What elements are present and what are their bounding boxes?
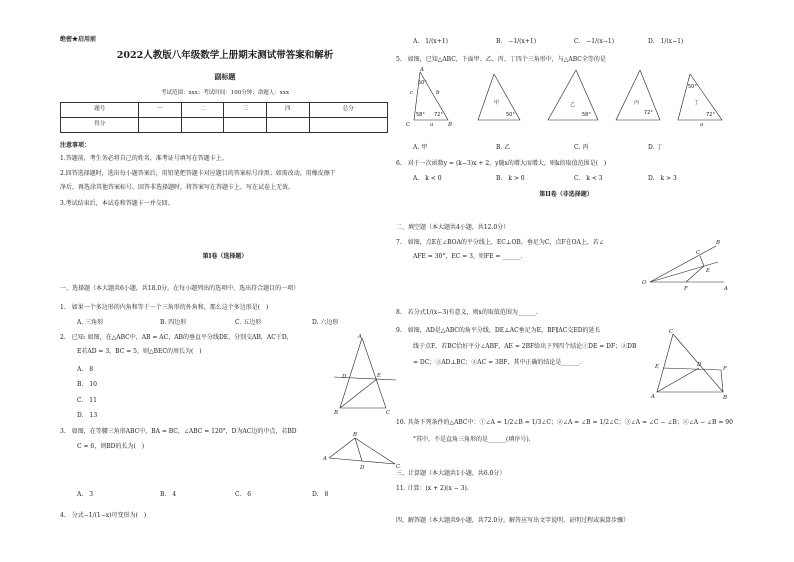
option-a: A. 8 — [77, 366, 94, 373]
fig-label: a — [430, 122, 434, 128]
note-item: 3.考试结束后，本试卷和答题卡一并交回。 — [60, 200, 174, 207]
angle-label: 50° — [418, 80, 427, 86]
option-c: C. −1/(x−1) — [574, 38, 615, 45]
fig-label: A — [420, 67, 424, 73]
option-c: C. 丙 — [574, 144, 589, 151]
option-b: B. 乙 — [496, 144, 511, 151]
note-item: 1.答题前，考生务必将自己的姓名、准考证号填写在答题卡上。 — [60, 155, 228, 162]
question-7-line2: AFE = 30°，EC = 3，则FE = ______. — [413, 253, 523, 260]
angle-label: 58° — [416, 112, 425, 118]
fig-label: 乙 — [570, 102, 576, 108]
fig-label: E — [377, 373, 382, 379]
angle-label: 72° — [644, 110, 653, 116]
fig-label: a — [700, 122, 704, 128]
option-d: D. 13 — [77, 412, 98, 419]
fig-label: B — [716, 240, 721, 246]
fig-label: c — [410, 90, 414, 96]
secret-label: 绝密★启用前 — [60, 36, 97, 43]
question-11: 11. 计算：(x + 2)(x − 3). — [396, 485, 469, 492]
fig-label: B — [723, 395, 728, 401]
fig-label: B — [448, 122, 453, 128]
question-5: 5. 如图，已知△ABC，下面甲、乙、丙、丁四个三角形中，与△ABC全等的是 — [396, 56, 606, 63]
q5-figure — [408, 64, 728, 128]
fig-label: D — [697, 362, 702, 368]
question-6: 6. 对于一次函数y = (k−3)x + 2，y随x的增大而增大，则k的取值范围是( ) — [396, 160, 607, 167]
note-item: 2.回答选择题时，选出每小题答案后，用铅笔把答题卡对应题目的答案标号涂黑；如需改动，用橡皮擦干 — [60, 170, 336, 177]
score-cell — [224, 118, 267, 133]
fig-label: C — [406, 122, 411, 128]
fig-label: A — [651, 394, 655, 400]
segment-bd — [355, 438, 362, 461]
table-header-cell: 三 — [224, 103, 267, 118]
fig-label: C — [669, 329, 674, 335]
fig-label: A — [323, 456, 327, 462]
option-b: B. 10 — [77, 381, 97, 388]
angle-label: 72° — [434, 112, 443, 118]
notes-heading: 注意事项： — [60, 142, 91, 149]
table-header-cell: 总分 — [309, 103, 387, 118]
angle-label: 50° — [506, 112, 515, 118]
option-a: A. 甲 — [413, 144, 428, 151]
exam-subtitle: 副标题 — [214, 72, 236, 81]
option-c: C. 11 — [77, 397, 97, 404]
table-header-cell: 四 — [267, 103, 310, 118]
segment-fe — [686, 266, 704, 282]
question-1: 1. 如果一个多边形的内角和等于一个三角形的外角和，那么这个多边形是( ) — [60, 304, 269, 311]
segment-ec — [700, 256, 704, 266]
option-c: C. 五边形 — [235, 319, 262, 326]
option-a: A. 1/(x+1) — [413, 38, 448, 45]
option-d: D. k > 3 — [648, 175, 677, 182]
fig-label: F — [723, 366, 727, 372]
fig-label: 甲 — [494, 100, 500, 106]
option-c: C. k < 3 — [574, 175, 603, 182]
table-header-cell: 一 — [139, 103, 182, 118]
segment-bf — [721, 370, 723, 392]
question-9: 9. 如图，AD是△ABC的角平分线，DE⊥AC垂足为E，BF∥AC交ED的延长 — [396, 327, 601, 334]
question-3: 3. 如图，在等腰三角形ABC中，BA = BC，∠ABC = 120°，D为AC边的中点，若BD — [60, 428, 297, 435]
question-10-line2: °其中，不是直角三角形的是______(填序号). — [413, 436, 531, 443]
option-a: A. 3 — [77, 491, 94, 498]
fig-label: C — [396, 464, 401, 470]
fig-label: D — [342, 374, 347, 380]
option-b: B. −1/(x+1) — [496, 38, 537, 45]
triangle-bing — [616, 70, 660, 120]
fig-label: E — [655, 364, 660, 370]
angle-label: 50° — [688, 84, 697, 90]
score-table-row — [61, 118, 388, 133]
angle-label: 58° — [582, 112, 591, 118]
score-table — [60, 102, 388, 133]
fig-label: E — [706, 268, 711, 274]
table-row-label: 得分 — [61, 118, 139, 133]
angle-label: 72° — [706, 112, 715, 118]
part2-title: 第II卷（非选择题） — [539, 191, 593, 198]
question-9-line2: 线于点F，若BC恰好平分∠ABF，AE = 2BF给出下列四个结论①DE = DF；②DB — [413, 343, 637, 350]
option-c: C. 6 — [235, 491, 252, 498]
q9-figure — [651, 330, 731, 402]
segment-be — [340, 379, 377, 408]
section-3-heading: 三、计算题（本大题共1小题，共6.0分） — [396, 470, 506, 477]
note-item: 净后，再选涂其他答案标号。回答非选择题时，将答案写在答题卡上，写在试卷上无效。 — [60, 184, 295, 191]
fig-label: A — [358, 334, 362, 340]
score-cell — [267, 118, 310, 133]
question-8: 8. 若分式1/(x−3)有意义，则x的取值范围为______. — [396, 309, 538, 316]
fig-label: B — [334, 410, 339, 416]
question-4: 4. 分式−1/(1−x)可变形为( ) — [60, 512, 147, 519]
option-b: B. 四边形 — [160, 319, 187, 326]
q2-figure — [330, 334, 400, 414]
fig-label: D — [360, 465, 365, 471]
option-a: A. 三角形 — [77, 319, 104, 326]
score-table-header-row — [61, 103, 388, 118]
fig-label: O — [642, 280, 647, 286]
fig-label: F — [684, 286, 688, 292]
part1-title: 第I卷（选择题） — [202, 253, 248, 260]
section-2-heading: 二、填空题（本大题共4小题，共12.0分） — [396, 224, 510, 231]
table-header-cell: 二 — [181, 103, 224, 118]
fig-label: C — [386, 410, 391, 416]
section-1-heading: 一、选择题（本大题共6小题，共18.0分。在每小题列出的选项中，选出符合题目的一项） — [60, 285, 300, 292]
triangle-ding — [678, 74, 722, 120]
option-d: D. 8 — [312, 491, 329, 498]
fig-label: 丙 — [634, 100, 640, 106]
score-cell — [181, 118, 224, 133]
score-cell — [309, 118, 387, 133]
question-10: 10. 具备下列条件的△ABC中：①∠A = 1/2∠B = 1/3∠C；②∠A = ∠B = 1/2∠C；③∠A = ∠C − ∠B；④∠A − ∠B = 90 — [396, 419, 733, 426]
question-2: 2. 已知: 如图，在△ABC中，AB = AC，AB的垂直平分线DE，分别交AB，AC于D， — [60, 334, 293, 341]
fig-label: C — [696, 250, 701, 256]
option-d: D. 丁 — [648, 144, 663, 151]
option-b: B. k > 0 — [496, 175, 525, 182]
fig-label: 丁 — [694, 100, 700, 106]
triangle-abc — [657, 334, 723, 392]
segment-ef — [663, 368, 721, 370]
exam-info: 考试范围：xxx；考试时间：100分钟；命题人：xxx — [160, 90, 290, 96]
question-2-line2: E若AD = 3，BC = 5，则△BEC的周长为( ) — [77, 348, 202, 355]
option-d: D. 六边形 — [312, 319, 339, 326]
option-a: A. k < 0 — [413, 175, 442, 182]
fig-label: b — [436, 90, 440, 96]
option-b: B. 4 — [160, 491, 177, 498]
question-9-line3: = DC；③AD⊥BC；④AC = 3BF，其中正确的结论是______. — [413, 359, 582, 366]
question-3-line2: C = 6，则BD的长为( ) — [77, 443, 145, 450]
table-header-cell: 题号 — [61, 103, 139, 118]
ray-ob — [650, 246, 716, 282]
segment-ad — [657, 368, 699, 392]
option-d: D. 1/(x−1) — [648, 38, 684, 45]
section-4-heading: 四、解答题（本大题共9小题，共72.0分。解答应写出文字说明，证明过程或演算步骤） — [396, 517, 630, 524]
q7-figure — [642, 236, 730, 292]
score-cell — [139, 118, 182, 133]
exam-title: 2022人教版八年级数学上册期末测试带答案和解析 — [116, 50, 334, 61]
fig-label: B — [353, 432, 358, 438]
q3-figure — [325, 430, 400, 470]
question-7: 7. 如图，点E在∠BOA的平分线上，EC⊥OB，垂足为C，点F在OA上，若∠ — [396, 239, 604, 246]
fig-label: A — [724, 286, 728, 292]
